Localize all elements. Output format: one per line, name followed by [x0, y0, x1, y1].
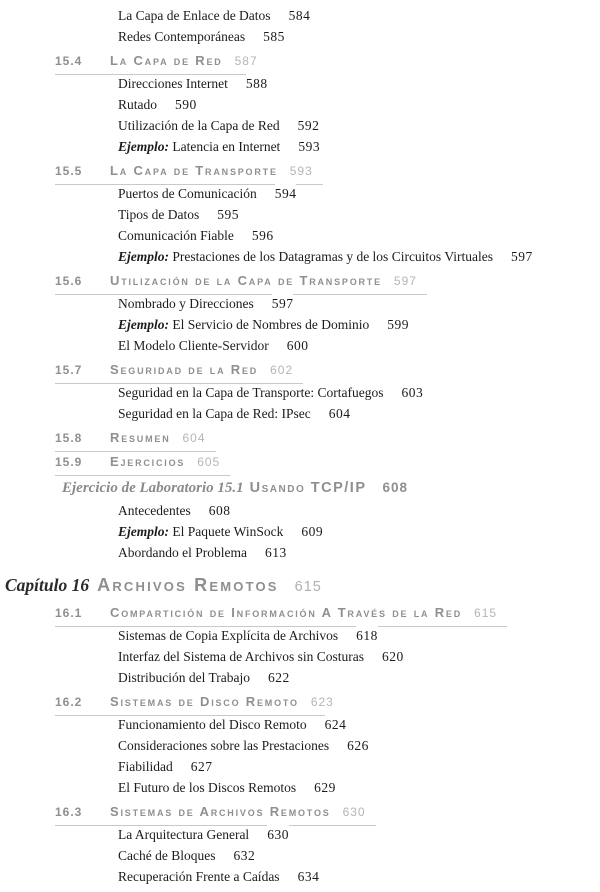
toc-entry-sub	[0, 335, 600, 356]
section-page: 593	[289, 164, 313, 178]
toc-entry-sub	[0, 735, 600, 756]
toc-entry-page: 626	[347, 733, 369, 753]
toc-entry-page: 588	[246, 71, 268, 91]
toc-entry-sub	[0, 625, 600, 646]
toc-entry-sub	[0, 26, 600, 47]
toc-entry-title: Latencia en Internet	[172, 139, 281, 154]
lab-exercise-label: Ejercicio de Laboratorio 15.1	[62, 480, 244, 496]
toc-entry-page: 634	[298, 864, 320, 884]
chapter-title: Archivos Remotos	[97, 575, 279, 595]
toc-entry-section	[0, 603, 600, 623]
toc-entry-title: El Paquete WinSock	[172, 524, 284, 539]
toc-entry-title: La Arquitectura General	[118, 827, 250, 842]
toc-entry-title: Puertos de Comunicación	[118, 186, 257, 201]
toc-entry-title: Nombrado y Direcciones	[118, 296, 254, 311]
toc-entry-page: 604	[329, 401, 351, 421]
toc-entry-page: 584	[289, 3, 311, 23]
section-page: 605	[197, 455, 221, 469]
toc-entry-title: Prestaciones de los Datagramas y de los Circuitos Virtuales	[172, 249, 493, 264]
toc-entry-page: 627	[191, 754, 213, 774]
toc-entry-page: 595	[217, 202, 239, 222]
toc-entry-section	[0, 271, 600, 291]
toc-entry-page: 590	[175, 92, 197, 112]
section-number: 15.9	[55, 455, 83, 469]
toc-entry-page: 592	[298, 113, 320, 133]
toc-entry-title: Comunicación Fiable	[118, 228, 234, 243]
toc-entry-title: Fiabilidad	[118, 759, 173, 774]
toc-entry-title: La Capa de Enlace de Datos	[118, 8, 271, 23]
section-heading	[55, 692, 344, 716]
toc-entry-section	[0, 802, 600, 822]
section-page: 604	[182, 431, 206, 445]
toc-entry-page: 620	[382, 644, 404, 664]
toc-entry-sub	[0, 136, 600, 157]
toc-entry-title: Seguridad en la Capa de Red: IPsec	[118, 406, 311, 421]
toc-entry-prefix: Ejemplo:	[118, 249, 173, 264]
toc-entry-title: Seguridad en la Capa de Transporte: Cortafuegos	[118, 385, 384, 400]
lab-exercise-title: Usando TCP/IP	[249, 480, 367, 496]
toc-entry-sub	[0, 115, 600, 136]
toc-entry-title: Recuperación Frente a Caídas	[118, 869, 280, 884]
toc-entry-sub	[0, 94, 600, 115]
section-heading	[55, 428, 216, 452]
toc-entry-page: 629	[314, 775, 336, 795]
toc-entry-sub	[0, 225, 600, 246]
toc-entry-page: 618	[356, 623, 378, 643]
section-page: 623	[310, 695, 334, 709]
section-page: 630	[342, 805, 366, 819]
section-heading	[55, 603, 507, 627]
chapter-label: Capítulo 16	[5, 575, 90, 595]
section-title: Seguridad de la Red	[110, 362, 259, 377]
toc-list	[0, 5, 600, 887]
toc-entry-sub	[0, 293, 600, 314]
toc-entry-sub	[0, 714, 600, 735]
section-number: 15.7	[55, 363, 83, 377]
toc-entry-title: Caché de Bloques	[118, 848, 216, 863]
toc-entry-title: Rutado	[118, 97, 157, 112]
toc-entry-sub	[0, 500, 600, 521]
section-number: 16.2	[55, 695, 83, 709]
toc-entry-page: 599	[387, 312, 409, 332]
toc-entry-title: Abordando el Problema	[118, 545, 247, 560]
toc-entry-sub	[0, 866, 600, 887]
section-number: 16.3	[55, 805, 83, 819]
toc-entry-sub	[0, 314, 600, 335]
section-heading	[55, 271, 427, 295]
toc-entry-title: Interfaz del Sistema de Archivos sin Costuras	[118, 649, 364, 664]
toc-entry-sub	[0, 845, 600, 866]
toc-entry-title: Utilización de la Capa de Red	[118, 118, 280, 133]
lab-exercise-page: 608	[382, 480, 409, 495]
section-title: Sistemas de Disco Remoto	[110, 694, 299, 709]
toc-entry-page: 593	[298, 134, 320, 154]
toc-entry-page: 594	[275, 181, 297, 201]
section-title: Ejercicios	[110, 454, 186, 469]
toc-entry-page: 624	[325, 712, 347, 732]
toc-entry-page: 609	[301, 519, 323, 539]
toc-entry-prefix: Ejemplo:	[118, 524, 173, 539]
toc-entry-sub	[0, 246, 600, 267]
toc-entry-section	[0, 692, 600, 712]
toc-entry-page: 596	[252, 223, 274, 243]
toc-entry-prefix: Ejemplo:	[118, 139, 173, 154]
toc-entry-section	[0, 452, 600, 472]
toc-entry-page: 597	[272, 291, 294, 311]
toc-entry-title: Sistemas de Copia Explícita de Archivos	[118, 628, 339, 643]
section-number: 15.4	[55, 54, 83, 68]
toc-entry-title: El Modelo Cliente-Servidor	[118, 338, 269, 353]
section-number: 16.1	[55, 606, 83, 620]
toc-entry-page: 622	[268, 665, 290, 685]
toc-entry-lab	[0, 475, 600, 500]
toc-entry-page: 630	[267, 822, 289, 842]
section-title: Utilización de la Capa de Transporte	[110, 273, 382, 288]
toc-entry-sub	[0, 204, 600, 225]
section-number: 15.8	[55, 431, 83, 445]
section-page: 587	[234, 54, 258, 68]
toc-entry-page: 603	[401, 380, 423, 400]
toc-entry-section	[0, 161, 600, 181]
toc-entry-sub	[0, 73, 600, 94]
toc-entry-sub	[0, 403, 600, 424]
section-heading	[55, 51, 268, 75]
toc-entry-title: Redes Contemporáneas	[118, 29, 246, 44]
toc-entry-page: 585	[263, 24, 285, 44]
toc-entry-sub	[0, 756, 600, 777]
toc-entry-title: Tipos de Datos	[118, 207, 200, 222]
section-heading	[55, 452, 230, 476]
toc-entry-section	[0, 428, 600, 448]
toc-entry-chapter	[0, 571, 600, 599]
toc-entry-prefix: Ejemplo:	[118, 317, 173, 332]
section-title: La Capa de Transporte	[110, 163, 278, 178]
toc-entry-sub	[0, 646, 600, 667]
toc-entry-title: Distribución del Trabajo	[118, 670, 250, 685]
toc-entry-sub	[0, 382, 600, 403]
toc-entry-page: 632	[233, 843, 255, 863]
toc-entry-page: 613	[265, 540, 287, 560]
section-title: Resumen	[110, 430, 171, 445]
section-page: 602	[270, 363, 294, 377]
toc-entry-section	[0, 360, 600, 380]
section-title: Sistemas de Archivos Remotos	[110, 804, 331, 819]
chapter-page: 615	[294, 579, 322, 595]
toc-entry-section	[0, 51, 600, 71]
toc-entry-title: Antecedentes	[118, 503, 191, 518]
toc-entry-title: El Servicio de Nombres de Dominio	[172, 317, 370, 332]
section-page: 615	[474, 606, 498, 620]
toc-entry-page: 597	[511, 244, 533, 264]
section-heading	[55, 802, 376, 826]
section-number: 15.6	[55, 274, 83, 288]
section-number: 15.5	[55, 164, 83, 178]
toc-entry-sub	[0, 667, 600, 688]
toc-entry-page: 608	[209, 498, 231, 518]
section-title: Compartición de Información A Través de la Red	[110, 605, 463, 620]
section-page: 597	[393, 274, 417, 288]
toc-entry-title: Consideraciones sobre las Prestaciones	[118, 738, 330, 753]
toc-entry-sub	[0, 5, 600, 26]
toc-entry-sub	[0, 777, 600, 798]
toc-entry-sub	[0, 542, 600, 563]
section-heading	[55, 360, 303, 384]
toc-entry-title: Funcionamiento del Disco Remoto	[118, 717, 307, 732]
toc-entry-title: El Futuro de los Discos Remotos	[118, 780, 297, 795]
toc-entry-title: Direcciones Internet	[118, 76, 228, 91]
toc-entry-page: 600	[287, 333, 309, 353]
toc-entry-sub	[0, 183, 600, 204]
section-title: La Capa de Red	[110, 53, 223, 68]
toc-entry-sub	[0, 521, 600, 542]
toc-entry-sub	[0, 824, 600, 845]
